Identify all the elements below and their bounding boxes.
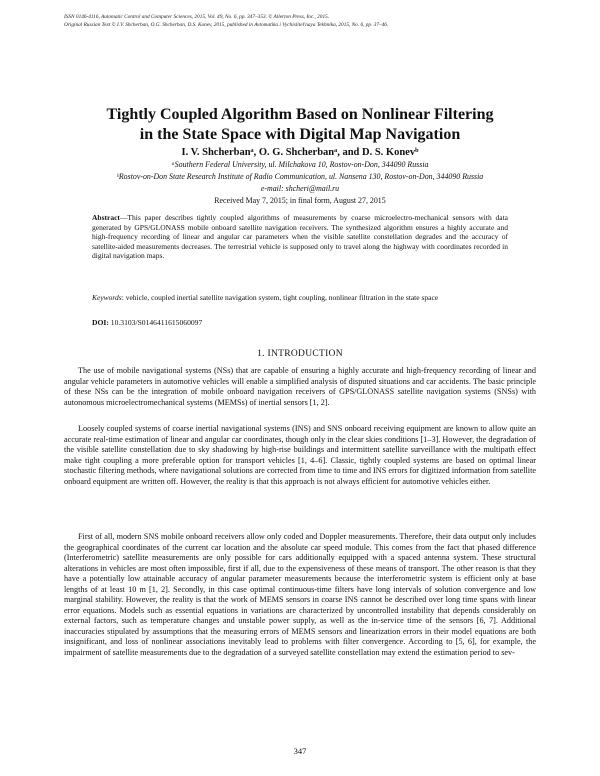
page-number: 347 — [293, 746, 307, 756]
keywords — [92, 293, 508, 303]
journal-header — [64, 13, 544, 29]
doi-value: 10.3103/S0146411615060097 — [110, 318, 203, 327]
section-heading-introduction: 1. INTRODUCTION — [257, 349, 343, 359]
doi — [92, 318, 508, 328]
doi-label: DOI: — [92, 318, 109, 327]
paper-title-line-2: in the State Space with Digital Map Navigation — [139, 126, 461, 143]
keywords-text: : vehicle, coupled inertial satellite navigation system, tight coupling, nonlinear filtration in the state space — [121, 293, 439, 302]
paper-title-line-1: Tightly Coupled Algorithm Based on Nonlinear Filtering — [106, 106, 494, 123]
affiliation-a: ᵃSouthern Federal University, ul. Milchakova 10, Rostov-on-Don, 344090 Russia — [171, 160, 429, 169]
keywords-label: Keywords — [92, 293, 122, 302]
author-email: e-mail: shcheri@mail.ru — [260, 184, 340, 193]
paragraph-3: First of all, modern SNS mobile onboard receivers allow only coded and Doppler measurements. Therefore, their data output only includes the geographical coordinates of the current car location and the absolute car speed module. This comes from the fact that phased difference (Interferometric) satellite measurements are only possible for cars additionally equipped with a spaced antenna system. These structural alterations in vehicles are most often impossible, first if all, due to the expensiveness of these means of transport. The other reason is that they have a potentially low attainable accuracy of angular parameter measurements because the interferometric system is efficient only at base lengths of at least 10 m [1, 2]. Secondly, in this case optimal continuous-time filters have long intervals of solution convergence and low marginal stability. However, the reality is that the work of MEMS sensors in coarse INS cannot be described over long time spans with linear error equations. Models such as essential equations in variations are characterized by uncontrolled instability that depends considerably on external factors, such as temperature changes and unstable power supply, as well as the in-service time of the sensors [6, 7]. Additional inaccuracies stipulated by assumptions that the measuring errors of MEMS sensors and linearization errors in their model equations are both insignificant, and loss of nonlinear associations inevitably lead to problems with filter convergence. According to [5, 6], for example, the impairment of satellite measurements due to the degradation of a surveyed satellite constellation may extend the estimation period to sev- — [64, 532, 536, 657]
abstract — [92, 213, 508, 261]
journal-header-line-2: Original Russian Text © I.V. Shcherban, O.G. Shcherban, D.S. Konev, 2015, published in Avtomatika i Vychislitel'naya Tekhnika, 2015, No. 6, pp. 37–46. — [64, 22, 389, 28]
received-dates: Received May 7, 2015; in final form, August 27, 2015 — [214, 196, 386, 205]
journal-header-line-1: ISSN 0146-4116, Automatic Control and Computer Sciences, 2015, Vol. 49, No. 6, pp. 347–353. © Allerton Press, Inc., 2015. — [64, 14, 330, 20]
paragraph-1: The use of mobile navigational systems (NSs) that are capable of ensuring a highly accurate and high-frequency recording of linear and angular vehicle parameters in automotive vehicles will enable a simplified analysis of disputed situations and car accidents. The basic principle of these NSs can be the integration of mobile onboard navigation receivers of GPS/GLONASS satellite navigation systems (SNSs) with autonomous microelectromechanical systems (MEMSs) of inertial sensors [1, 2]. — [64, 366, 536, 407]
affiliation-b: ᵇRostov-on-Don State Research Institute of Radio Communication, ul. Nansena 130, Rostov-on-Don, 344090 Russia — [116, 172, 484, 181]
paragraph-2: Loosely coupled systems of coarse inertial navigational systems (INS) and SNS onboard receiving equipment are known to allow quite an accurate real-time estimation of linear and angular car coordinates, though only in the clear skies conditions [1–3]. However, the degradation of the visible satellite constellation due to sky shadowing by high-rise buildings and intermittent satellite surveillance with the multipath effect make tight coupling a more preferable option for transport vehicles [1, 4–6]. Classic, tightly coupled systems are based on optimal linear stochastic filtering methods, where navigational solutions are corrected from time to time and INS errors for digitized information from satellite onboard equipment are written off. However, the reality is that this approach is not always efficient for automotive vehicles either. — [64, 424, 536, 486]
author-list: I. V. Shcherbanᵃ, O. G. Shcherbanᵃ, and D. S. Konevᵇ — [181, 147, 419, 158]
paper-title — [40, 105, 560, 145]
abstract-label: Abstract — [92, 213, 120, 222]
abstract-text: —This paper describes tightly coupled algorithms of measurements by coarse microelectro-mechanical sensors with data generated by GPS/GLONASS mobile onboard satellite navigation receivers. The synthesized algorithm ensures a highly accurate and high-frequency recording of linear and angular car parameters when the visible satellite constellation degrades and the accuracy of satellite-aided measurements decreases. The terrestrial vehicle is supposed only to travel along the highway with coordinates recorded in digital navigation maps. — [92, 213, 508, 261]
